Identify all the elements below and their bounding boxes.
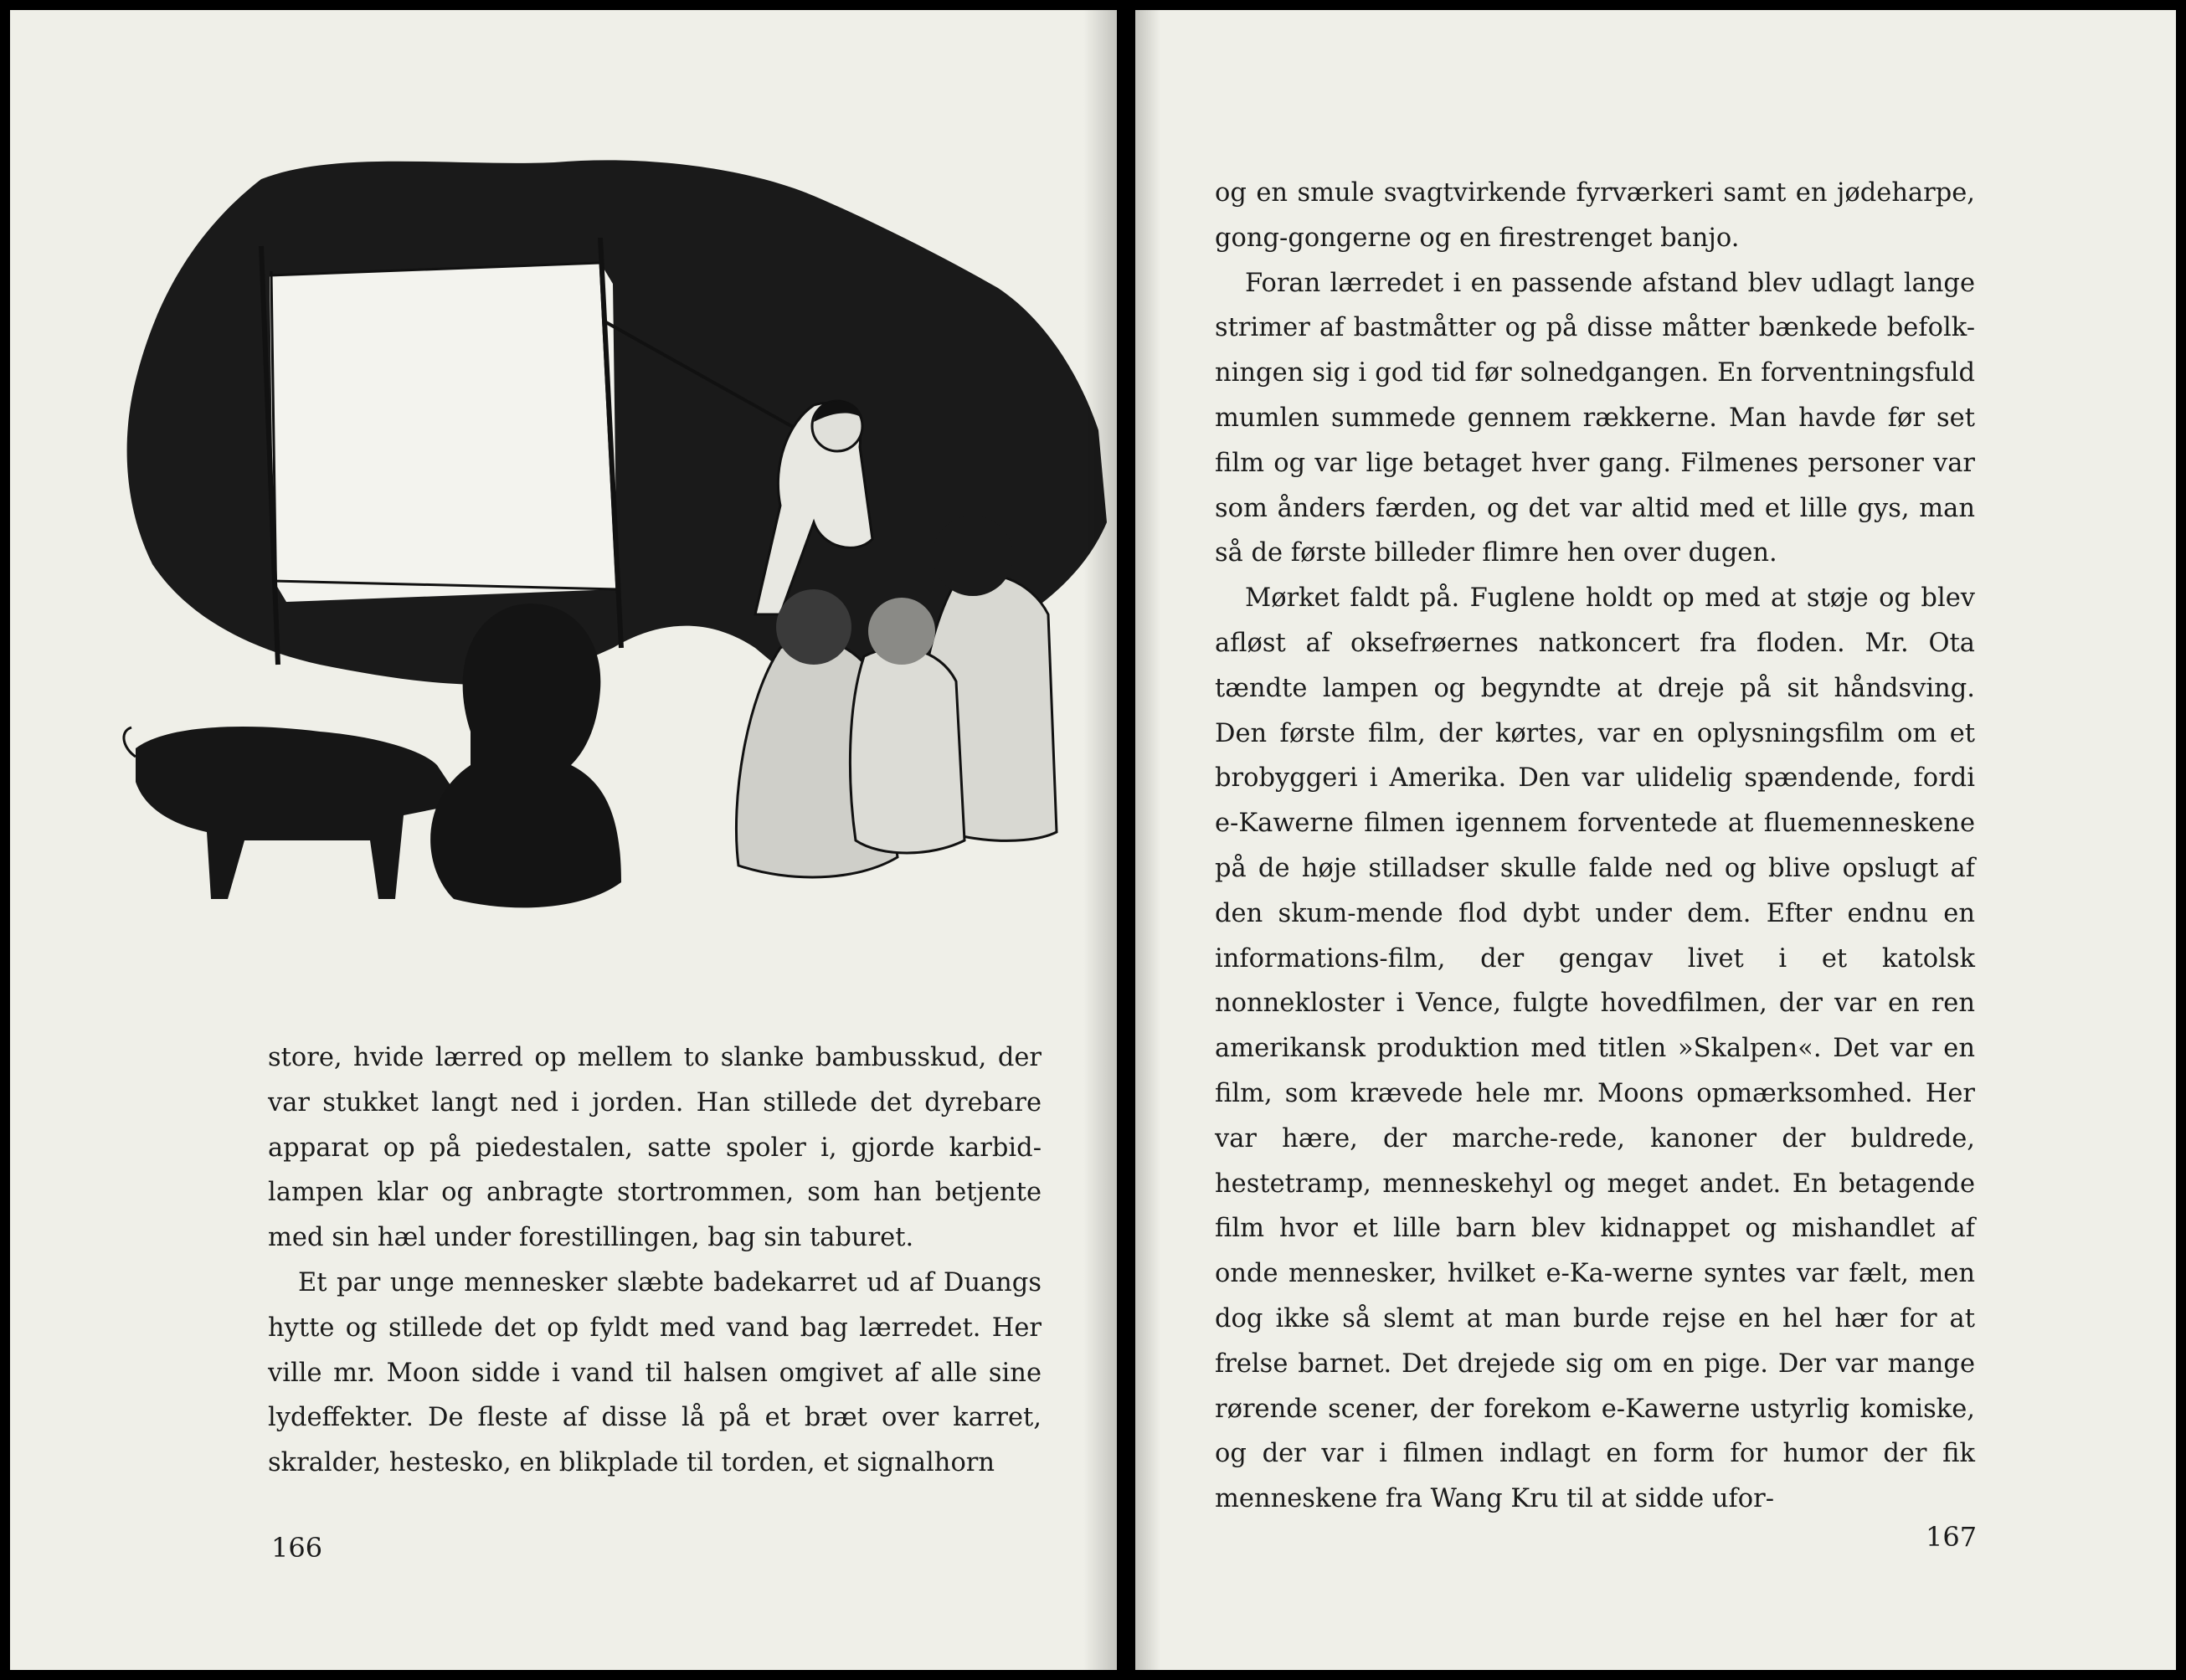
paragraph: Mørket faldt på. Fuglene holdt op med at støje og blev afløst af oksefrøernes natkoncert fra floden. Mr. Ota tændte lampen og begyndte at dreje på sit håndsving. Den første film, der kørtes, var en oplysningsfilm om et brobyggeri i Amerika. Den var ulidelig spændende, fordi e-Kawerne filmen igennem forventede at fluemenneskene på de høje stilladser skulle falde ned og blive opslugt af den skum-mende flod dybt under dem. Efter endnu en informations-film, der gengav livet i et katolsk nonnekloster i Vence, fulgte hovedfilmen, der var en ren amerikansk produktion med titlen »Skalpen«. Det var en film, som krævede hele mr. Moons opmærksomhed. Her var hære, der marche-rede, kanoner der buldrede, hestetramp, menneskehyl og meget andet. En betagende film hvor et lille barn blev kidnappet og mishandlet af onde mennesker, hvilket e-Ka-werne syntes var fælt, men dog ikke så slemt at man burde rejse en hel hær for at frelse barnet. Det drejede sig om en pige. Der var mange rørende scener, der forekom e-Kawerne ustyrlig komiske, og der var i filmen indlagt en form for humor der fik menneskene fra Wang Kru til at sidde ufor-	[1215, 583, 1975, 1514]
pig	[136, 727, 454, 899]
seated-person	[850, 648, 964, 853]
paragraph: Foran lærredet i en passende afstand blev udlagt lange strimer af bastmåtter og på disse måtter bænkede befolk-ningen sig i god tid før solnedgangen. En forventningsfuld mumlen summede gennem rækkerne. Man havde før set film og var lige betaget hver gang. Filmenes personer var som ånders færden, og det var altid med et lille gys, man så de første billeder flimre hen over dugen.	[1215, 268, 1975, 568]
body-text-right	[1215, 171, 1975, 1522]
paragraph: store, hvide lærred op mellem to slanke bambusskud, der var stukket langt ned i jorden. Han stillede det dyrebare apparat op på piedestalen, satte spoler i, gjorde karbid-lampen klar og anbragte stortrommen, som han betjente med sin hæl under forestillingen, bag sin taburet.	[268, 1043, 1042, 1253]
left-page	[10, 10, 1117, 1670]
page-number-left: 166	[271, 1532, 323, 1564]
ink-illustration	[119, 146, 1107, 1008]
page-number-right: 167	[1926, 1521, 1978, 1553]
right-page	[1135, 10, 2176, 1670]
cinema-screen	[270, 263, 617, 602]
paragraph: og en smule svagtvirkende fyrværkeri samt en jødeharpe, gong-gongerne og en firestrenget banjo.	[1215, 178, 1975, 253]
body-text-left	[268, 1035, 1042, 1486]
paragraph: Et par unge mennesker slæbte badekarret ud af Duangs hytte og stillede det op fyldt med vand bag lærredet. Her ville mr. Moon sidde i vand til halsen omgivet af alle sine lydeffekter. De fleste af disse lå på et bræt over karret, skralder, hestesko, en blikplade til torden, et signalhorn	[268, 1267, 1042, 1478]
